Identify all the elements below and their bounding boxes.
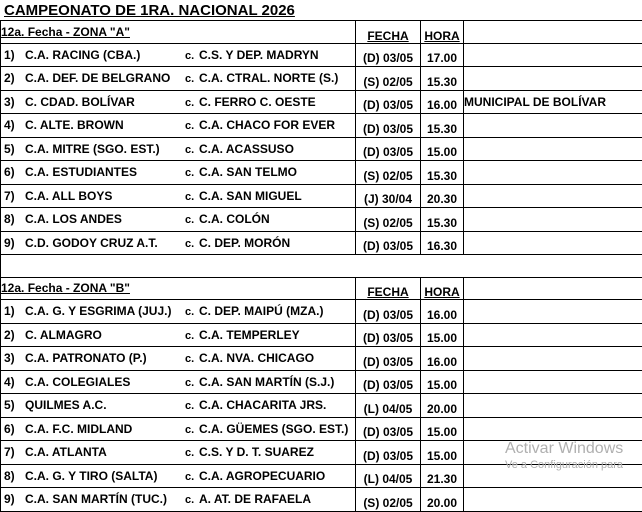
match-time: 16.00	[421, 347, 464, 371]
match-time: 21.30	[421, 464, 464, 488]
match-number: 1)	[1, 48, 25, 62]
away-team: A. AT. DE RAFAELA	[199, 492, 311, 506]
zona-a-header-row	[1, 21, 642, 44]
match-row	[1, 208, 642, 232]
away-team: C.S. Y DEP. MADRYN	[199, 48, 319, 62]
match-teams	[1, 441, 356, 465]
match-number: 5)	[1, 398, 25, 412]
versus-label: c.	[185, 494, 199, 506]
match-time: 15.30	[421, 161, 464, 185]
match-row	[1, 43, 642, 67]
match-row	[1, 323, 642, 347]
match-date: (D) 03/05	[356, 114, 421, 138]
match-venue	[464, 488, 642, 512]
match-venue: MUNICIPAL DE BOLÍVAR	[464, 90, 642, 114]
match-teams	[1, 464, 356, 488]
fixture-table	[0, 20, 642, 512]
home-team: C. CDAD. BOLÍVAR	[25, 95, 185, 109]
match-time: 15.30	[421, 67, 464, 91]
match-row	[1, 488, 642, 512]
match-time: 16.30	[421, 231, 464, 255]
match-row	[1, 67, 642, 91]
match-number: 7)	[1, 445, 25, 459]
fixture-table-body	[1, 21, 642, 512]
match-number: 5)	[1, 142, 25, 156]
home-team: C.A. MITRE (SGO. EST.)	[25, 142, 185, 156]
match-date: (L) 04/05	[356, 464, 421, 488]
away-team: C.A. SAN TELMO	[199, 165, 297, 179]
match-teams	[1, 67, 356, 91]
match-row	[1, 114, 642, 138]
match-teams	[1, 231, 356, 255]
match-venue	[464, 208, 642, 232]
match-teams	[1, 208, 356, 232]
match-time: 15.30	[421, 208, 464, 232]
match-teams	[1, 417, 356, 441]
match-row	[1, 90, 642, 114]
match-number: 4)	[1, 118, 25, 132]
zona-a-col-fecha: FECHA	[356, 21, 421, 44]
match-venue	[464, 161, 642, 185]
match-date: (D) 03/05	[356, 441, 421, 465]
match-time: 15.00	[421, 137, 464, 161]
match-teams	[1, 488, 356, 512]
match-number: 9)	[1, 492, 25, 506]
match-date: (D) 03/05	[356, 90, 421, 114]
separator-row	[1, 255, 642, 278]
versus-label: c.	[185, 144, 199, 156]
versus-label: c.	[185, 50, 199, 62]
away-team: C. DEP. MORÓN	[199, 236, 290, 250]
home-team: C.A. ALL BOYS	[25, 189, 185, 203]
versus-label: c.	[185, 353, 199, 365]
versus-label: c.	[185, 167, 199, 179]
match-venue	[464, 394, 642, 418]
match-time: 20.00	[421, 488, 464, 512]
match-teams	[1, 323, 356, 347]
zona-a-col-hora: HORA	[421, 21, 464, 44]
match-venue	[464, 300, 642, 324]
match-date: (D) 03/05	[356, 417, 421, 441]
home-team: C. ALMAGRO	[25, 328, 185, 342]
versus-label: c.	[185, 424, 199, 436]
match-venue	[464, 114, 642, 138]
home-team: C.A. COLEGIALES	[25, 375, 185, 389]
match-time: 15.00	[421, 417, 464, 441]
home-team: C.A. ESTUDIANTES	[25, 165, 185, 179]
versus-label: c.	[185, 447, 199, 459]
match-number: 4)	[1, 375, 25, 389]
match-teams	[1, 370, 356, 394]
match-time: 15.00	[421, 441, 464, 465]
separator-cell	[1, 255, 642, 278]
match-venue	[464, 347, 642, 371]
zona-a-header: 12a. Fecha - ZONA "A"	[1, 21, 356, 44]
match-row	[1, 394, 642, 418]
watermark-title: Activar Windows	[505, 440, 623, 458]
match-number: 6)	[1, 422, 25, 436]
match-number: 2)	[1, 328, 25, 342]
match-date: (D) 03/05	[356, 231, 421, 255]
match-row	[1, 370, 642, 394]
match-row	[1, 137, 642, 161]
match-venue	[464, 67, 642, 91]
home-team: C.A. RACING (CBA.)	[25, 48, 185, 62]
match-time: 16.00	[421, 300, 464, 324]
match-date: (D) 03/05	[356, 347, 421, 371]
away-team: C. DEP. MAIPÚ (MZA.)	[199, 304, 323, 318]
away-team: C.A. COLÓN	[199, 212, 270, 226]
match-venue	[464, 137, 642, 161]
match-time: 16.00	[421, 90, 464, 114]
zona-a-venue-header	[464, 21, 642, 44]
versus-label: c.	[185, 400, 199, 412]
match-venue	[464, 231, 642, 255]
match-number: 2)	[1, 71, 25, 85]
versus-label: c.	[185, 330, 199, 342]
watermark-subtitle: Ve a Configuración para	[505, 459, 623, 471]
match-row	[1, 161, 642, 185]
home-team: C.A. F.C. MIDLAND	[25, 422, 185, 436]
match-number: 8)	[1, 212, 25, 226]
away-team: C.A. CHACO FOR EVER	[199, 118, 335, 132]
match-venue	[464, 323, 642, 347]
match-number: 9)	[1, 236, 25, 250]
match-number: 1)	[1, 304, 25, 318]
match-number: 7)	[1, 189, 25, 203]
match-teams	[1, 184, 356, 208]
match-teams	[1, 114, 356, 138]
match-date: (S) 02/05	[356, 161, 421, 185]
away-team: C.A. SAN MIGUEL	[199, 189, 302, 203]
home-team: C.A. DEF. DE BELGRANO	[25, 71, 185, 85]
zona-b-col-fecha: FECHA	[356, 277, 421, 300]
away-team: C. FERRO C. OESTE	[199, 95, 316, 109]
match-date: (L) 04/05	[356, 394, 421, 418]
away-team: C.A. GÜEMES (SGO. EST.)	[199, 422, 348, 436]
away-team: C.S. Y D. T. SUAREZ	[199, 445, 314, 459]
match-teams	[1, 161, 356, 185]
match-teams	[1, 137, 356, 161]
match-time: 20.00	[421, 394, 464, 418]
match-number: 8)	[1, 469, 25, 483]
match-number: 3)	[1, 351, 25, 365]
versus-label: c.	[185, 471, 199, 483]
match-date: (S) 02/05	[356, 67, 421, 91]
away-team: C.A. SAN MARTÍN (S.J.)	[199, 375, 334, 389]
match-teams	[1, 347, 356, 371]
away-team: C.A. AGROPECUARIO	[199, 469, 325, 483]
match-date: (D) 03/05	[356, 370, 421, 394]
match-date: (S) 02/05	[356, 208, 421, 232]
home-team: C.A. SAN MARTÍN (TUC.)	[25, 492, 185, 506]
versus-label: c.	[185, 73, 199, 85]
match-date: (D) 03/05	[356, 137, 421, 161]
home-team: C.A. LOS ANDES	[25, 212, 185, 226]
zona-b-header: 12a. Fecha - ZONA "B"	[1, 277, 356, 300]
match-teams	[1, 300, 356, 324]
away-team: C.A. CTRAL. NORTE (S.)	[199, 71, 338, 85]
versus-label: c.	[185, 306, 199, 318]
home-team: C.A. G. Y TIRO (SALTA)	[25, 469, 185, 483]
match-teams	[1, 43, 356, 67]
away-team: C.A. TEMPERLEY	[199, 328, 300, 342]
home-team: C.D. GODOY CRUZ A.T.	[25, 236, 185, 250]
versus-label: c.	[185, 120, 199, 132]
windows-activation-watermark	[505, 440, 623, 471]
versus-label: c.	[185, 97, 199, 109]
away-team: C.A. ACASSUSO	[199, 142, 294, 156]
away-team: C.A. NVA. CHICAGO	[199, 351, 314, 365]
match-teams	[1, 394, 356, 418]
home-team: C.A. ATLANTA	[25, 445, 185, 459]
match-row	[1, 184, 642, 208]
match-time: 17.00	[421, 43, 464, 67]
home-team: C. ALTE. BROWN	[25, 118, 185, 132]
versus-label: c.	[185, 214, 199, 226]
page-title: CAMPEONATO DE 1RA. NACIONAL 2026	[4, 2, 295, 19]
match-venue	[464, 417, 642, 441]
away-team: C.A. CHACARITA JRS.	[199, 398, 326, 412]
match-row	[1, 417, 642, 441]
match-venue	[464, 43, 642, 67]
match-time: 15.30	[421, 114, 464, 138]
match-venue	[464, 370, 642, 394]
match-row	[1, 231, 642, 255]
match-time: 15.00	[421, 323, 464, 347]
match-time: 15.00	[421, 370, 464, 394]
versus-label: c.	[185, 238, 199, 250]
match-row	[1, 300, 642, 324]
match-number: 3)	[1, 95, 25, 109]
match-date: (S) 02/05	[356, 488, 421, 512]
match-time: 20.30	[421, 184, 464, 208]
match-date: (D) 03/05	[356, 323, 421, 347]
match-date: (J) 30/04	[356, 184, 421, 208]
zona-b-venue-header	[464, 277, 642, 300]
home-team: C.A. PATRONATO (P.)	[25, 351, 185, 365]
match-teams	[1, 90, 356, 114]
match-date: (D) 03/05	[356, 43, 421, 67]
home-team: QUILMES A.C.	[25, 398, 185, 412]
versus-label: c.	[185, 377, 199, 389]
match-number: 6)	[1, 165, 25, 179]
match-venue	[464, 184, 642, 208]
versus-label: c.	[185, 191, 199, 203]
home-team: C.A. G. Y ESGRIMA (JUJ.)	[25, 304, 185, 318]
match-date: (D) 03/05	[356, 300, 421, 324]
zona-b-header-row	[1, 277, 642, 300]
match-row	[1, 347, 642, 371]
zona-b-col-hora: HORA	[421, 277, 464, 300]
